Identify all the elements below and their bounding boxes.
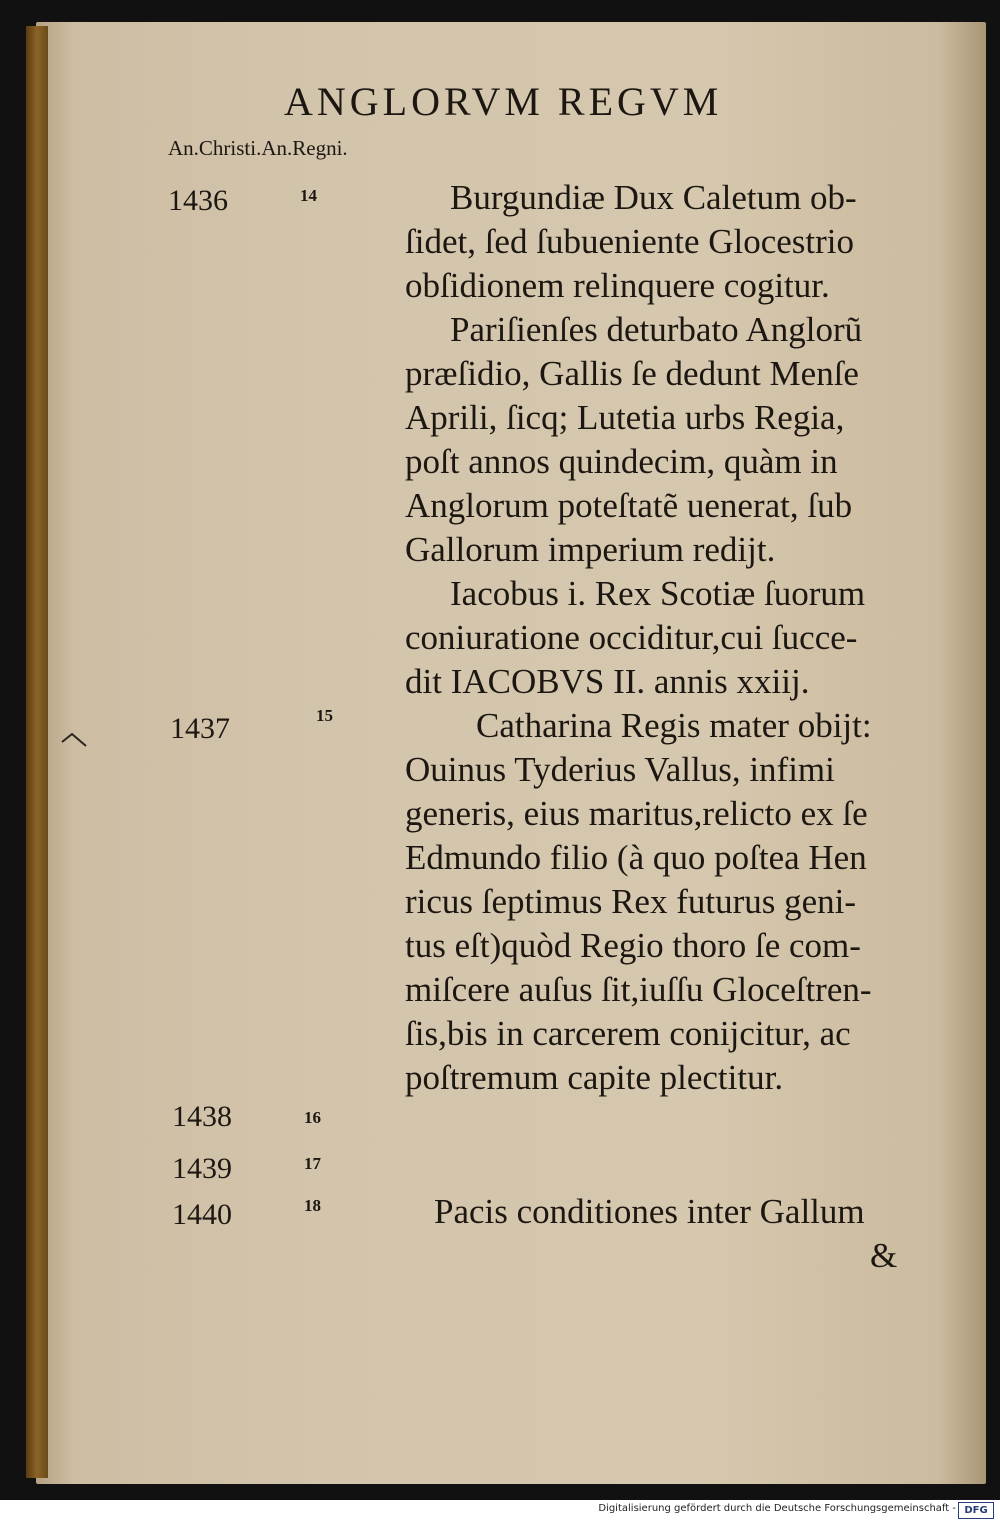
year-1438: 1438 [172, 1100, 232, 1133]
running-head: ANGLORVM REGVM [284, 79, 723, 124]
text-line: Gallorum imperium redijt. [405, 530, 776, 569]
regnal-16: 16 [304, 1108, 321, 1127]
year-1437: 1437 [170, 712, 230, 745]
text-line: dit IACOBVS II. annis xxiij. [405, 662, 810, 701]
text-line: Aprili, ſicq; Lutetia urbs Regia, [405, 398, 845, 437]
text-line: Catharina Regis mater obijt: [476, 706, 872, 745]
text-line: coniuratione occiditur,cui ſucce- [405, 618, 858, 657]
text-line: Iacobus i. Rex Scotiæ ſuorum [450, 574, 866, 613]
regnal-14: 14 [300, 186, 317, 205]
regnal-17: 17 [304, 1154, 321, 1173]
text-line: poſtremum capite plectitur. [405, 1058, 784, 1097]
year-1436: 1436 [168, 184, 228, 217]
text-line: ricus ſeptimus Rex futurus geni- [405, 882, 857, 921]
year-1439: 1439 [172, 1152, 232, 1185]
text-line: Pacis conditiones inter Gallum [434, 1192, 865, 1231]
text-line: Anglorum poteſtatẽ uenerat, ſub [405, 486, 853, 525]
text-line: obſidionem relinquere cogitur. [405, 266, 830, 305]
regnal-18: 18 [304, 1196, 321, 1215]
footer-bar [0, 1500, 1000, 1521]
dfg-logo: DFG [958, 1502, 994, 1519]
margin-mark-icon [60, 728, 88, 748]
text-line: miſcere auſus ſit,iuſſu Gloceſtren- [405, 970, 872, 1009]
footer-credit: Digitalisierung gefördert durch die Deutsche Forschungsgemeinschaft - [598, 1503, 956, 1514]
text-line: ſis,bis in carcerem conijcitur, ac [405, 1014, 851, 1053]
column-head: An.Christi.An.Regni. [168, 136, 348, 160]
year-1440: 1440 [172, 1198, 232, 1231]
text-line: poſt annos quindecim, quàm in [405, 442, 838, 481]
text-line: Ouinus Tyderius Vallus, infimi [405, 750, 835, 789]
text-line: Pariſienſes deturbato Anglorũ [450, 310, 863, 349]
catchword: & [870, 1236, 898, 1275]
text-line: ſidet, ſed ſubueniente Glocestrio [405, 222, 855, 261]
text-line: præſidio, Gallis ſe dedunt Menſe [405, 354, 859, 393]
book-gutter [26, 26, 48, 1478]
text-line: Burgundiæ Dux Caletum ob- [450, 178, 857, 217]
regnal-15: 15 [316, 706, 333, 725]
text-line: tus eſt)quòd Regio thoro ſe com- [405, 926, 861, 965]
text-line: Edmundo filio (à quo poſtea Hen [405, 838, 867, 877]
text-line: generis, eius maritus,relicto ex ſe [405, 794, 868, 833]
